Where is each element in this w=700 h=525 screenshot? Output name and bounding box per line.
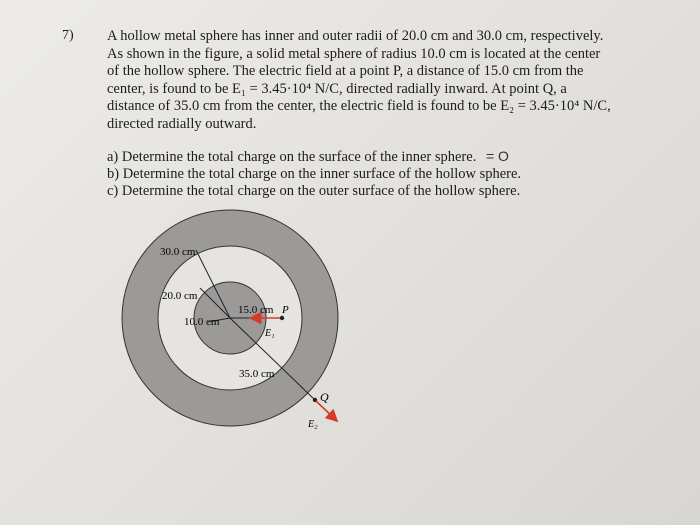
label-20cm: 20.0 cm: [162, 290, 198, 302]
label-e1: E₁: [265, 328, 275, 339]
problem-line: distance of 35.0 cm from the center, the electric field is found to be E₂ = 3.45·10⁴ N/C,: [107, 98, 611, 114]
label-15cm: 15.0 cm: [238, 304, 274, 316]
problem-line: center, is found to be E₁ = 3.45·10⁴ N/C, directed radially inward. At point Q, a: [107, 80, 567, 97]
question-a-text: a) Determine the total charge on the surface of the inner sphere.: [107, 149, 477, 165]
problem-line: of the hollow sphere. The electric field at a point P, a distance of 15.0 cm from the: [107, 63, 584, 79]
problem-line: As shown in the figure, a solid metal sphere of radius 10.0 cm is located at the center: [107, 45, 601, 62]
problem-line: directed radially outward.: [107, 115, 257, 132]
question-c: c) Determine the total charge on the outer surface of the hollow sphere.: [107, 183, 521, 199]
label-35cm: 35.0 cm: [239, 368, 275, 380]
question-b: b) Determine the total charge on the inner surface of the hollow sphere.: [107, 166, 522, 182]
label-e2: E₂: [308, 419, 318, 430]
label-p: P: [282, 304, 289, 316]
handwritten-answer-a: = O: [485, 148, 509, 164]
point-p: [280, 316, 284, 320]
label-30cm: 30.0 cm: [160, 246, 196, 258]
label-10cm: 10.0 cm: [184, 316, 220, 328]
problem-line: A hollow metal sphere has inner and outer radii of 20.0 cm and 30.0 cm, respectively.: [107, 28, 604, 44]
problem-number: 7): [62, 28, 74, 43]
label-q: Q: [320, 390, 329, 404]
